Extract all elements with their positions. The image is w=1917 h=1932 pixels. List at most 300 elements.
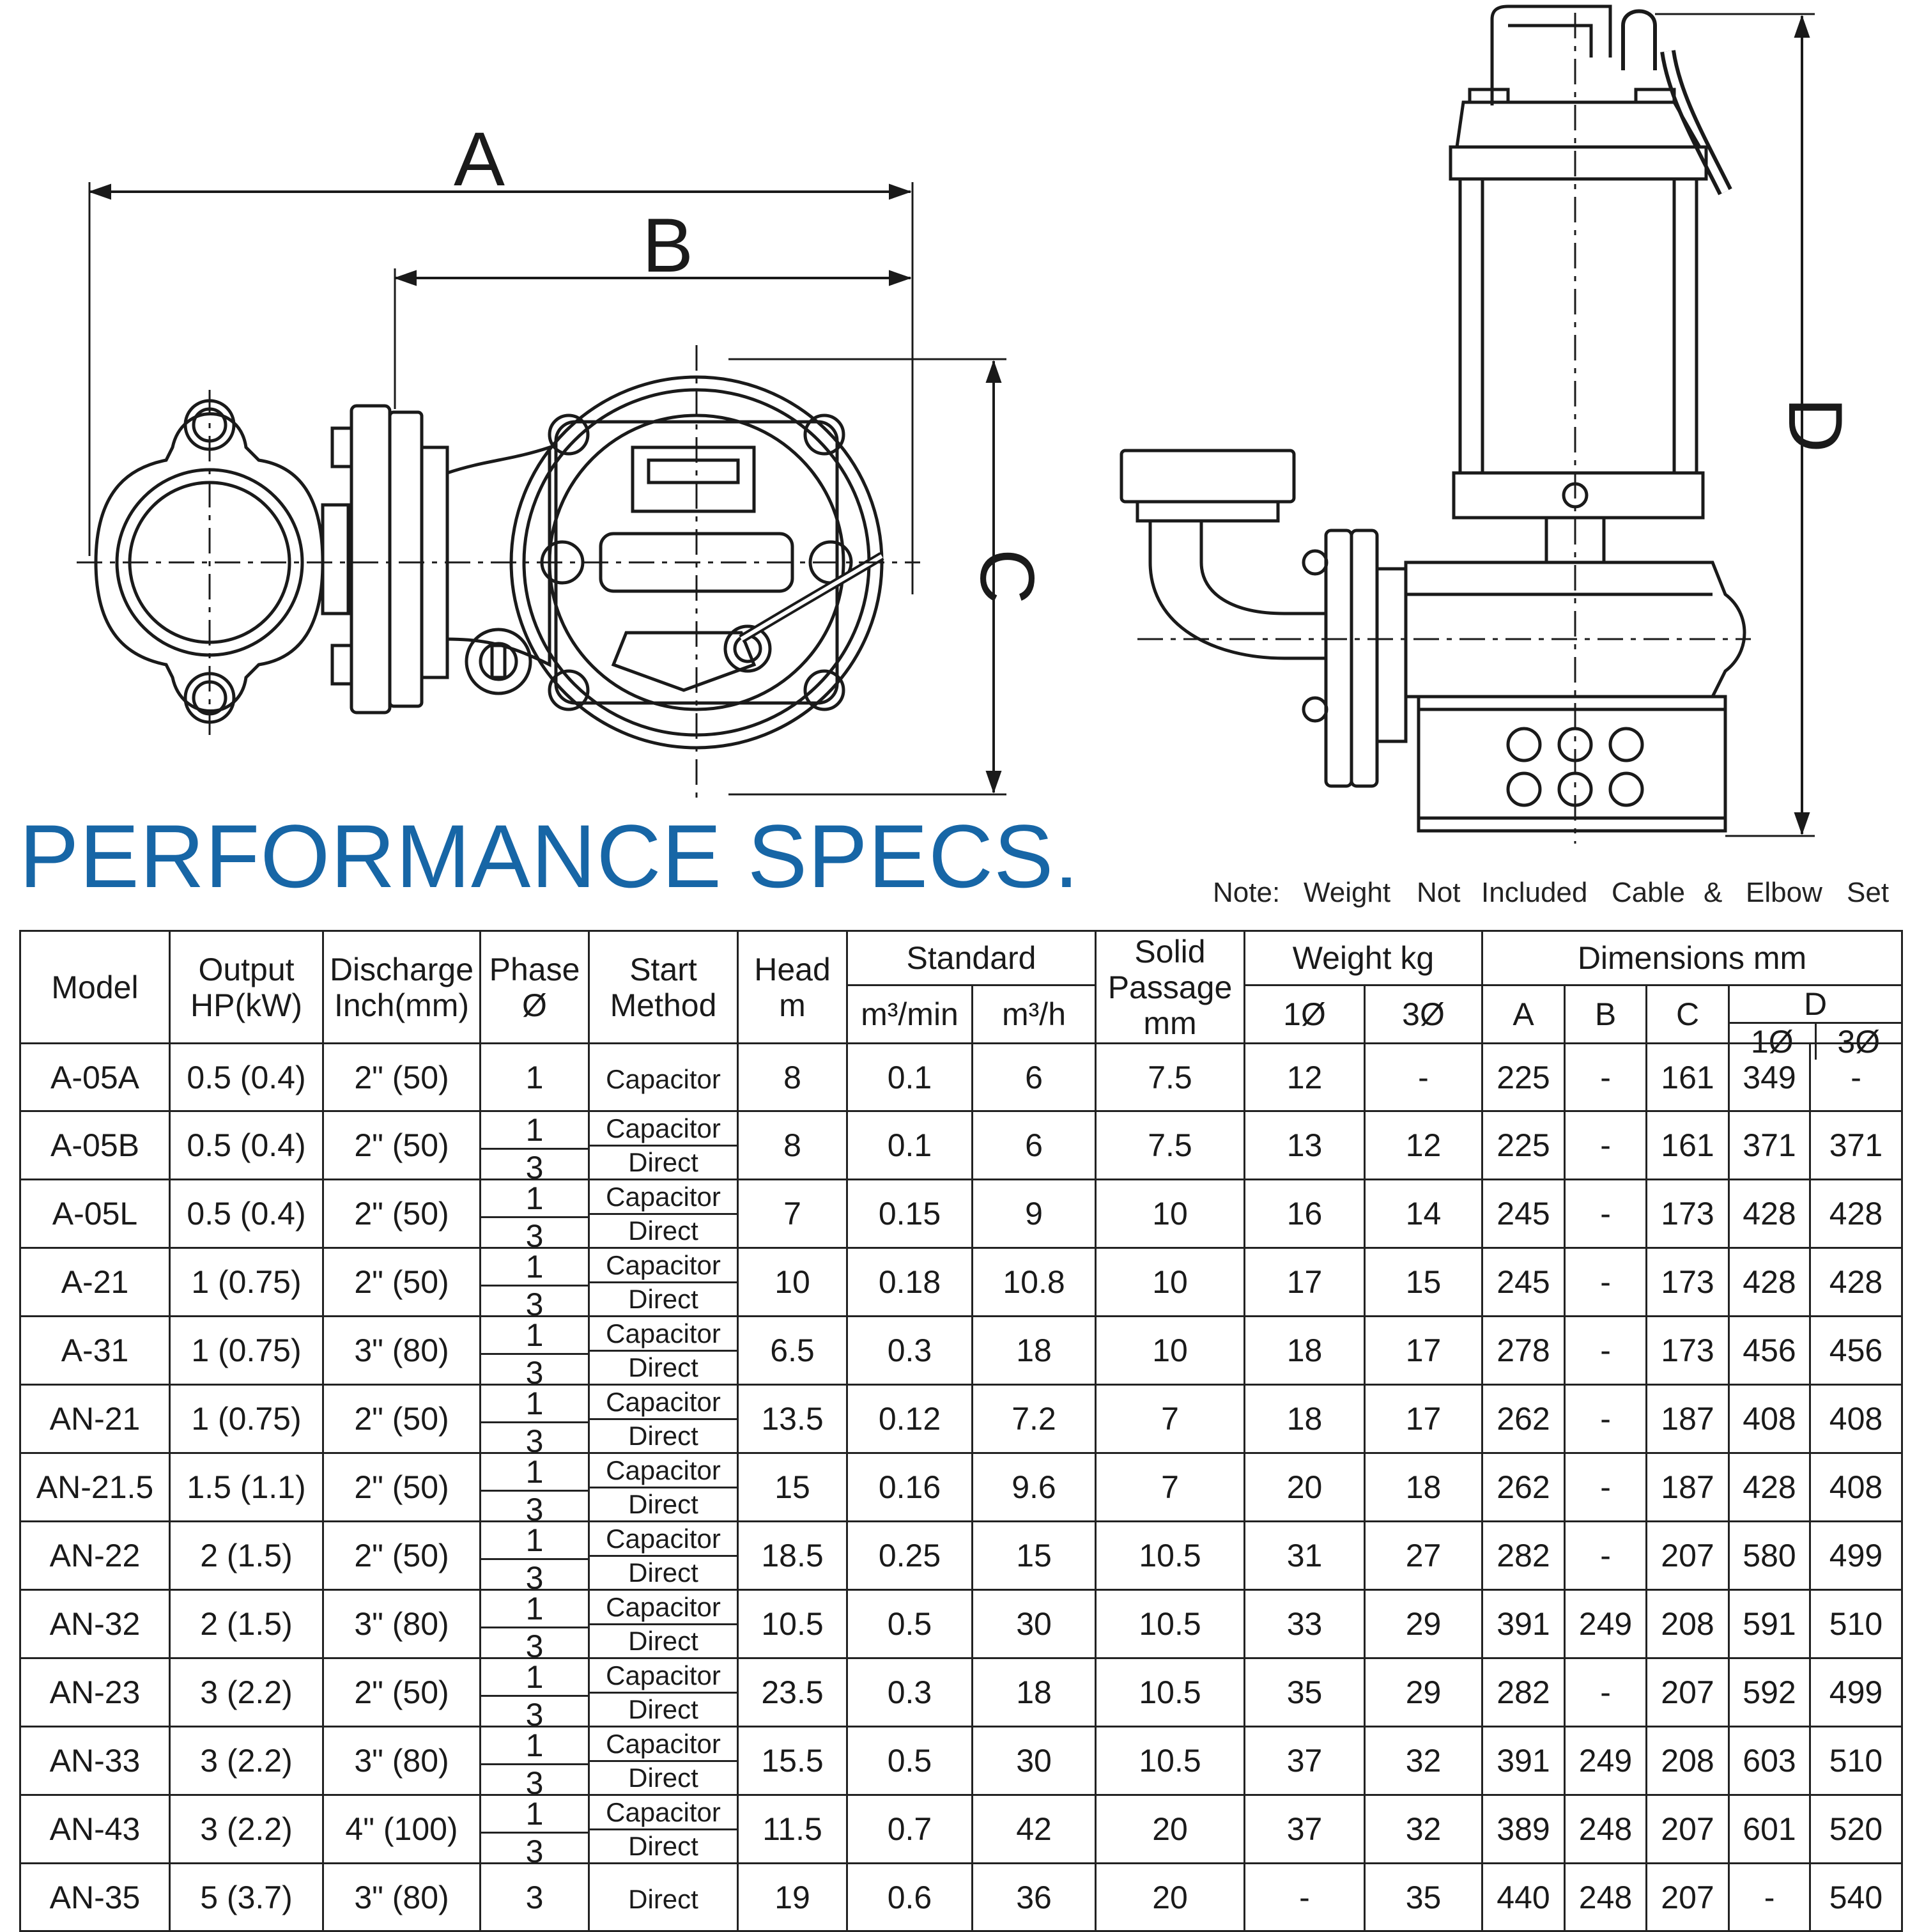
cell-discharge: 2" (50)	[323, 1248, 481, 1317]
cell-start-option: Capacitor	[590, 1386, 737, 1420]
cell-b: -	[1565, 1317, 1647, 1385]
dimension-a-label: A	[453, 116, 505, 202]
table-row	[20, 1180, 1902, 1248]
table-row	[20, 1864, 1902, 1931]
cell-model: AN-21	[20, 1385, 170, 1453]
cell-c: 207	[1647, 1658, 1729, 1727]
cell-solid: 7	[1096, 1385, 1245, 1453]
cell-w3: 32	[1365, 1795, 1482, 1864]
cell-m3h: 10.8	[973, 1248, 1096, 1317]
cell-start	[589, 1317, 738, 1385]
cell-a: 391	[1482, 1590, 1565, 1658]
cell-solid: 10	[1096, 1180, 1245, 1248]
cell-phase-option: 1	[481, 1727, 588, 1765]
cell-solid: 10.5	[1096, 1522, 1245, 1590]
note-word: Note:	[1213, 877, 1281, 908]
cell-discharge: 3" (80)	[323, 1590, 481, 1658]
note-word: Set	[1847, 877, 1890, 908]
cell-head: 6.5	[738, 1317, 847, 1385]
cell-w1: 18	[1245, 1385, 1365, 1453]
cell-d1: 371	[1729, 1111, 1810, 1180]
cell-output: 0.5 (0.4)	[170, 1044, 323, 1111]
cell-start-option: Direct	[628, 1626, 698, 1657]
cell-phase-option: 1	[481, 1659, 588, 1697]
cell-w3: 17	[1365, 1317, 1482, 1385]
cell-output: 2 (1.5)	[170, 1522, 323, 1590]
cell-discharge: 3" (80)	[323, 1864, 481, 1931]
cell-a: 225	[1482, 1044, 1565, 1111]
cell-m3h: 42	[973, 1795, 1096, 1864]
cell-m3h: 30	[973, 1727, 1096, 1795]
cell-d3: -	[1810, 1044, 1902, 1111]
cell-head: 19	[738, 1864, 847, 1931]
cell-phase-option: 3	[525, 1355, 544, 1391]
cell-start-option: Capacitor	[590, 1249, 737, 1283]
cell-model: A-21	[20, 1248, 170, 1317]
cell-w3: 29	[1365, 1658, 1482, 1727]
cell-phase-option: 1	[481, 1454, 588, 1492]
cell-start-option: Capacitor	[590, 1522, 737, 1557]
cell-phase-option: 3	[525, 1560, 544, 1596]
cell-discharge: 2" (50)	[323, 1522, 481, 1590]
cell-b: -	[1565, 1385, 1647, 1453]
cell-w3: 29	[1365, 1590, 1482, 1658]
cell-d1: 428	[1729, 1453, 1810, 1522]
header-dimensions: Dimensions mm	[1482, 931, 1902, 985]
cell-head: 7	[738, 1180, 847, 1248]
cell-m3min: 0.3	[847, 1317, 973, 1385]
header-dim-d: D 1Ø 3Ø	[1729, 985, 1902, 1044]
header-weight-3ph: 3Ø	[1365, 985, 1482, 1044]
cell-m3min: 0.7	[847, 1795, 973, 1864]
cell-w3: -	[1365, 1044, 1482, 1111]
cell-a: 245	[1482, 1248, 1565, 1317]
cell-c: 207	[1647, 1864, 1729, 1931]
dimension-c-label: C	[964, 548, 1050, 605]
cell-w1: 13	[1245, 1111, 1365, 1180]
cell-discharge: 3" (80)	[323, 1727, 481, 1795]
cell-w3: 14	[1365, 1180, 1482, 1248]
cell-start-option: Direct	[628, 1489, 698, 1520]
header-dim-d-3ph: 3Ø	[1837, 1024, 1881, 1060]
cell-head: 15.5	[738, 1727, 847, 1795]
table-row	[20, 1727, 1902, 1795]
note-word: Included	[1481, 877, 1588, 908]
cell-phase	[481, 1248, 589, 1322]
cell-m3min: 0.1	[847, 1044, 973, 1111]
cell-model: A-05L	[20, 1180, 170, 1248]
cell-c: 187	[1647, 1385, 1729, 1453]
cell-b: -	[1565, 1044, 1647, 1111]
table-row	[20, 1385, 1902, 1453]
cell-solid: 20	[1096, 1864, 1245, 1931]
cell-output: 1.5 (1.1)	[170, 1453, 323, 1522]
cell-phase-option: 3	[525, 1218, 544, 1254]
cell-start-option: Direct	[628, 1763, 698, 1793]
cell-model: AN-43	[20, 1795, 170, 1864]
cell-start-option: Capacitor	[590, 1180, 737, 1215]
cell-start	[589, 1795, 738, 1864]
cell-d3: 408	[1810, 1385, 1902, 1453]
cell-solid: 10.5	[1096, 1658, 1245, 1727]
cell-head: 10	[738, 1248, 847, 1317]
cell-a: 282	[1482, 1522, 1565, 1590]
cell-discharge: 2" (50)	[323, 1658, 481, 1727]
cell-phase	[481, 1795, 589, 1869]
cell-m3h: 9.6	[973, 1453, 1096, 1522]
cell-output: 1 (0.75)	[170, 1385, 323, 1453]
cell-phase	[481, 1727, 589, 1801]
table-row	[20, 1522, 1902, 1590]
cell-d3: 371	[1810, 1111, 1902, 1180]
cell-b: -	[1565, 1180, 1647, 1248]
cell-head: 15	[738, 1453, 847, 1522]
cell-phase-option: 1	[481, 1317, 588, 1355]
cell-m3min: 0.15	[847, 1180, 973, 1248]
cell-start-option: Direct	[628, 1883, 698, 1914]
cell-d1: 592	[1729, 1658, 1810, 1727]
header-weight-1ph: 1Ø	[1245, 985, 1365, 1044]
cell-w1: 17	[1245, 1248, 1365, 1317]
cell-phase	[481, 1385, 589, 1459]
cell-phase-option: 3	[525, 1423, 544, 1459]
cell-d3: 499	[1810, 1658, 1902, 1727]
cell-m3min: 0.12	[847, 1385, 973, 1453]
cell-a: 245	[1482, 1180, 1565, 1248]
cell-w3: 27	[1365, 1522, 1482, 1590]
cell-solid: 7.5	[1096, 1111, 1245, 1180]
cell-d3: 540	[1810, 1864, 1902, 1931]
cell-d3: 520	[1810, 1795, 1902, 1864]
cell-b: -	[1565, 1658, 1647, 1727]
side-view-drawing	[1121, 6, 1815, 844]
cell-start	[589, 1522, 738, 1590]
cell-d3: 428	[1810, 1180, 1902, 1248]
cell-head: 13.5	[738, 1385, 847, 1453]
cell-m3h: 6	[973, 1111, 1096, 1180]
cell-phase-option: 3	[525, 1150, 544, 1186]
cell-phase	[481, 1658, 589, 1733]
cell-w3: 15	[1365, 1248, 1482, 1317]
cell-start-option: Direct	[628, 1284, 698, 1315]
cell-w1: 12	[1245, 1044, 1365, 1111]
cell-phase	[481, 1864, 589, 1931]
cell-phase	[481, 1180, 589, 1254]
header-dim-a: A	[1482, 985, 1565, 1044]
cell-w1: 37	[1245, 1727, 1365, 1795]
cell-w3: 18	[1365, 1453, 1482, 1522]
cell-m3min: 0.5	[847, 1727, 973, 1795]
cell-phase	[481, 1590, 589, 1664]
cell-b: 249	[1565, 1727, 1647, 1795]
table-row	[20, 1590, 1902, 1658]
cell-b: 248	[1565, 1795, 1647, 1864]
cell-b: -	[1565, 1248, 1647, 1317]
cell-w1: 33	[1245, 1590, 1365, 1658]
cell-phase-option: 3	[525, 1879, 544, 1915]
cell-model: A-05A	[20, 1044, 170, 1111]
cell-a: 389	[1482, 1795, 1565, 1864]
cell-m3h: 6	[973, 1044, 1096, 1111]
cell-start	[589, 1727, 738, 1795]
header-head: Head m	[738, 931, 847, 1044]
cell-solid: 10.5	[1096, 1590, 1245, 1658]
header-m3-per-min: m³/min	[847, 985, 973, 1044]
table-row	[20, 1453, 1902, 1522]
cell-solid: 7	[1096, 1453, 1245, 1522]
cell-start	[589, 1044, 738, 1111]
cell-discharge: 2" (50)	[323, 1453, 481, 1522]
header-model: Model	[20, 931, 170, 1044]
cell-w1: -	[1245, 1864, 1365, 1931]
cell-c: 207	[1647, 1795, 1729, 1864]
cell-a: 440	[1482, 1864, 1565, 1931]
cell-w1: 20	[1245, 1453, 1365, 1522]
cell-phase-option: 3	[525, 1697, 544, 1733]
cell-model: AN-21.5	[20, 1453, 170, 1522]
cell-phase-option: 1	[481, 1522, 588, 1560]
cell-a: 225	[1482, 1111, 1565, 1180]
cell-c: 208	[1647, 1727, 1729, 1795]
cell-m3h: 36	[973, 1864, 1096, 1931]
cell-d1: -	[1729, 1864, 1810, 1931]
cell-start-option: Direct	[628, 1421, 698, 1451]
cell-d1: 601	[1729, 1795, 1810, 1864]
dimension-b-label: B	[642, 203, 694, 288]
cell-start-option: Capacitor	[606, 1063, 721, 1094]
cell-w3: 35	[1365, 1864, 1482, 1931]
cell-m3min: 0.25	[847, 1522, 973, 1590]
cell-start	[589, 1453, 738, 1522]
cell-start-option: Capacitor	[590, 1591, 737, 1625]
cell-a: 262	[1482, 1385, 1565, 1453]
cell-solid: 20	[1096, 1795, 1245, 1864]
cell-b: -	[1565, 1111, 1647, 1180]
cell-start-option: Capacitor	[590, 1317, 737, 1352]
cell-start-option: Direct	[628, 1694, 698, 1725]
cell-start	[589, 1385, 738, 1453]
cell-model: AN-33	[20, 1727, 170, 1795]
cell-phase-option: 1	[481, 1112, 588, 1150]
dimension-d-label: D	[1773, 397, 1858, 453]
cell-discharge: 4" (100)	[323, 1795, 481, 1864]
cell-m3h: 7.2	[973, 1385, 1096, 1453]
cell-m3min: 0.18	[847, 1248, 973, 1317]
cell-phase	[481, 1522, 589, 1596]
cell-start-option: Direct	[628, 1831, 698, 1862]
note-word: Not	[1417, 877, 1461, 908]
cell-output: 2 (1.5)	[170, 1590, 323, 1658]
cell-d3: 408	[1810, 1453, 1902, 1522]
cell-start-option: Direct	[628, 1352, 698, 1383]
cell-phase-option: 3	[525, 1834, 544, 1869]
cell-d1: 580	[1729, 1522, 1810, 1590]
cell-model: AN-35	[20, 1864, 170, 1931]
pump-drawings	[0, 0, 1917, 850]
cell-head: 8	[738, 1111, 847, 1180]
cell-solid: 10	[1096, 1248, 1245, 1317]
cell-phase-option: 1	[481, 1591, 588, 1628]
header-output: Output HP(kW)	[170, 931, 323, 1044]
cell-phase	[481, 1453, 589, 1527]
cell-output: 1 (0.75)	[170, 1317, 323, 1385]
table-row	[20, 1044, 1902, 1111]
cell-start	[589, 1590, 738, 1658]
cell-start	[589, 1180, 738, 1248]
cell-w3: 17	[1365, 1385, 1482, 1453]
cell-phase-option: 3	[525, 1628, 544, 1664]
cell-m3h: 18	[973, 1658, 1096, 1727]
cell-head: 11.5	[738, 1795, 847, 1864]
performance-specs-table	[19, 930, 1903, 1932]
cell-w1: 31	[1245, 1522, 1365, 1590]
cell-solid: 7.5	[1096, 1044, 1245, 1111]
cell-solid: 10.5	[1096, 1727, 1245, 1795]
cell-output: 1 (0.75)	[170, 1248, 323, 1317]
cell-d3: 428	[1810, 1248, 1902, 1317]
cell-solid: 10	[1096, 1317, 1245, 1385]
cell-d3: 510	[1810, 1590, 1902, 1658]
cell-output: 5 (3.7)	[170, 1864, 323, 1931]
cell-phase-option: 1	[481, 1796, 588, 1834]
header-start-method: Start Method	[589, 931, 738, 1044]
header-phase: Phase Ø	[481, 931, 589, 1044]
cell-head: 18.5	[738, 1522, 847, 1590]
cell-a: 282	[1482, 1658, 1565, 1727]
note-word: Cable	[1612, 877, 1685, 908]
cell-m3h: 9	[973, 1180, 1096, 1248]
cell-c: 208	[1647, 1590, 1729, 1658]
cell-head: 10.5	[738, 1590, 847, 1658]
cell-phase-option: 1	[481, 1249, 588, 1287]
cell-start	[589, 1864, 738, 1931]
cell-a: 278	[1482, 1317, 1565, 1385]
header-dim-d-1ph: 1Ø	[1730, 1024, 1817, 1060]
cell-m3min: 0.6	[847, 1864, 973, 1931]
cell-c: 207	[1647, 1522, 1729, 1590]
cell-c: 161	[1647, 1111, 1729, 1180]
cell-c: 173	[1647, 1317, 1729, 1385]
cell-w1: 18	[1245, 1317, 1365, 1385]
cell-start-option: Capacitor	[590, 1796, 737, 1830]
cell-w1: 16	[1245, 1180, 1365, 1248]
cell-phase-option: 1	[481, 1386, 588, 1423]
cell-discharge: 2" (50)	[323, 1180, 481, 1248]
cell-start-option: Capacitor	[590, 1112, 737, 1147]
cell-output: 0.5 (0.4)	[170, 1180, 323, 1248]
header-m3-per-h: m³/h	[973, 985, 1096, 1044]
cell-head: 23.5	[738, 1658, 847, 1727]
cell-a: 262	[1482, 1453, 1565, 1522]
table-row	[20, 1658, 1902, 1727]
table-row	[20, 1317, 1902, 1385]
cell-d3: 456	[1810, 1317, 1902, 1385]
cell-start	[589, 1658, 738, 1727]
cell-c: 173	[1647, 1248, 1729, 1317]
cell-output: 3 (2.2)	[170, 1795, 323, 1864]
header-weight: Weight kg	[1245, 931, 1482, 985]
cell-discharge: 3" (80)	[323, 1317, 481, 1385]
cell-phase-option: 1	[481, 1180, 588, 1218]
cell-phase	[481, 1317, 589, 1391]
cell-model: A-31	[20, 1317, 170, 1385]
cell-w3: 12	[1365, 1111, 1482, 1180]
cell-model: AN-23	[20, 1658, 170, 1727]
cell-d1: 349	[1729, 1044, 1810, 1111]
table-row	[20, 1111, 1902, 1180]
cell-m3min: 0.1	[847, 1111, 973, 1180]
header-discharge: Discharge Inch(mm)	[323, 931, 481, 1044]
cell-m3h: 18	[973, 1317, 1096, 1385]
cell-start-option: Capacitor	[590, 1659, 737, 1694]
cell-m3min: 0.3	[847, 1658, 973, 1727]
cell-d1: 603	[1729, 1727, 1810, 1795]
cell-c: 161	[1647, 1044, 1729, 1111]
cell-d1: 591	[1729, 1590, 1810, 1658]
cell-c: 173	[1647, 1180, 1729, 1248]
cell-b: -	[1565, 1522, 1647, 1590]
cell-c: 187	[1647, 1453, 1729, 1522]
cell-phase-option: 3	[525, 1287, 544, 1322]
cell-b: -	[1565, 1453, 1647, 1522]
cell-w1: 37	[1245, 1795, 1365, 1864]
cell-d1: 456	[1729, 1317, 1810, 1385]
cell-d3: 510	[1810, 1727, 1902, 1795]
header-dim-b: B	[1565, 985, 1647, 1044]
cell-start	[589, 1248, 738, 1317]
cell-m3h: 15	[973, 1522, 1096, 1590]
cell-start	[589, 1111, 738, 1180]
cell-output: 3 (2.2)	[170, 1727, 323, 1795]
cell-w1: 35	[1245, 1658, 1365, 1727]
cell-phase	[481, 1111, 589, 1186]
cell-d1: 428	[1729, 1248, 1810, 1317]
cell-phase	[481, 1044, 589, 1111]
table-row	[20, 1248, 1902, 1317]
cell-start-option: Capacitor	[590, 1454, 737, 1488]
cell-discharge: 2" (50)	[323, 1385, 481, 1453]
cell-phase-option: 1	[525, 1059, 544, 1095]
cell-w3: 32	[1365, 1727, 1482, 1795]
cell-discharge: 2" (50)	[323, 1111, 481, 1180]
header-dim-c: C	[1647, 985, 1729, 1044]
cell-b: 249	[1565, 1590, 1647, 1658]
cell-m3min: 0.16	[847, 1453, 973, 1522]
cell-a: 391	[1482, 1727, 1565, 1795]
cell-d1: 408	[1729, 1385, 1810, 1453]
cell-m3min: 0.5	[847, 1590, 973, 1658]
page-title: PERFORMANCE SPECS.	[19, 806, 1080, 906]
cell-b: 248	[1565, 1864, 1647, 1931]
cell-discharge: 2" (50)	[323, 1044, 481, 1111]
cell-m3h: 30	[973, 1590, 1096, 1658]
table-row	[20, 1795, 1902, 1864]
cell-phase-option: 3	[525, 1765, 544, 1801]
header-solid-passage: Solid Passage mm	[1096, 931, 1245, 1044]
note-word: &	[1704, 877, 1723, 908]
cell-start-option: Direct	[628, 1147, 698, 1178]
cell-output: 0.5 (0.4)	[170, 1111, 323, 1180]
cell-model: AN-32	[20, 1590, 170, 1658]
note-word: Elbow	[1746, 877, 1822, 908]
note-word: Weight	[1304, 877, 1391, 908]
cell-model: A-05B	[20, 1111, 170, 1180]
cell-start-option: Direct	[628, 1557, 698, 1588]
cell-head: 8	[738, 1044, 847, 1111]
cell-output: 3 (2.2)	[170, 1658, 323, 1727]
cell-start-option: Direct	[628, 1216, 698, 1246]
header-standard: Standard	[847, 931, 1096, 985]
